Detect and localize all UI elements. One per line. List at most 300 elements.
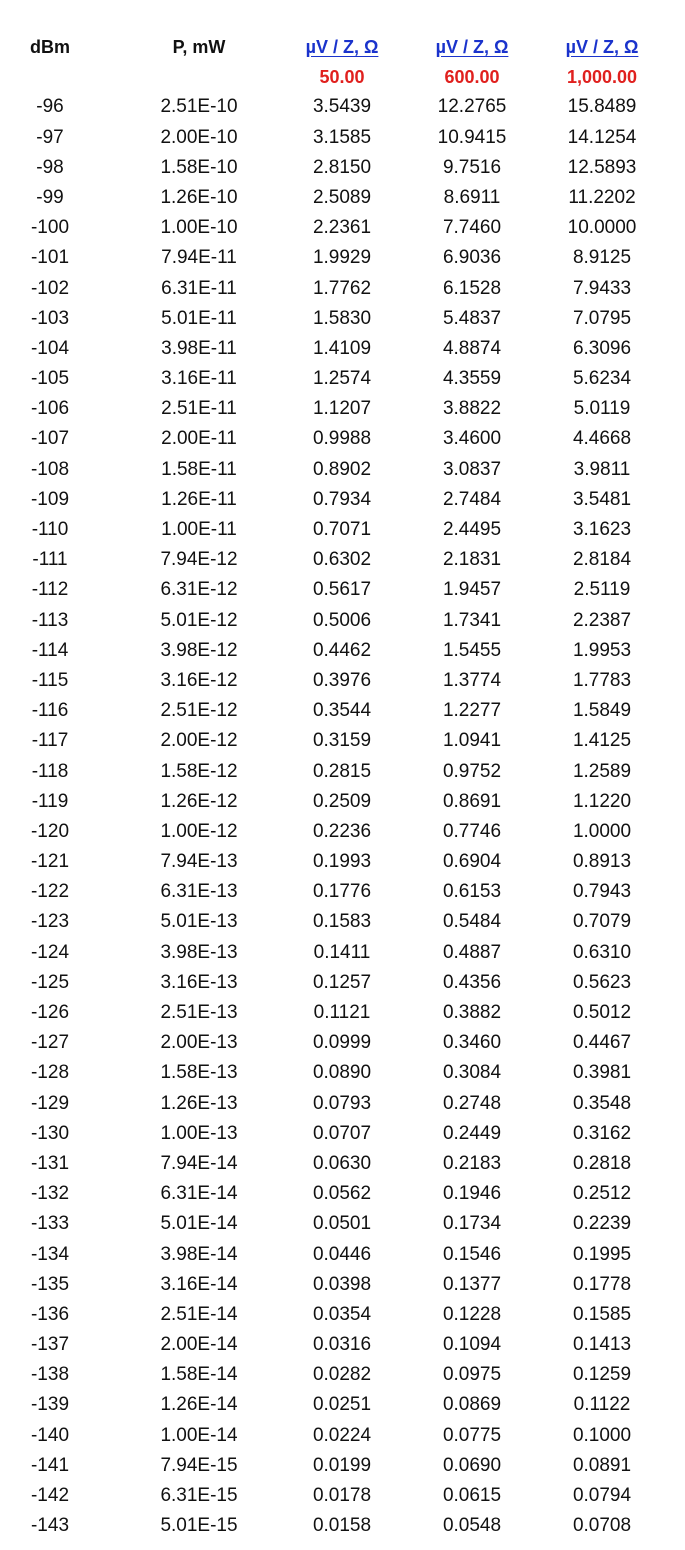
uv-1000-cell: 2.8184 [572,549,632,571]
dbm-cell: -132 [30,1183,70,1205]
uv-600-cell: 0.4356 [442,971,502,993]
power-mw-cell: 6.31E-11 [161,277,237,299]
uv-1000-cell: 7.0795 [572,307,632,329]
dbm-cell: -128 [30,1062,70,1084]
uv-50-cell: 0.0354 [312,1303,372,1325]
power-mw-cell: 2.51E-11 [161,398,237,420]
uv-50-cell: 0.7071 [312,519,372,540]
table-row [0,455,685,485]
uv-50-cell: 0.0890 [312,1062,372,1084]
uv-1000-cell: 3.1623 [572,519,632,540]
power-mw-cell: 7.94E-12 [160,549,238,571]
dbm-cell: -110 [31,519,69,540]
uv-600-cell: 6.9036 [442,247,502,269]
table-row [0,92,685,122]
uv-50-cell: 0.0251 [312,1394,372,1416]
uv-600-cell: 0.0690 [442,1454,502,1476]
impedance-1000: 1,000.00 [566,67,638,88]
power-mw-cell: 7.94E-11 [161,247,237,269]
uv-600-cell: 0.4887 [442,941,502,963]
uv-600-cell: 0.1734 [442,1213,502,1235]
impedance-50: 50.00 [319,67,365,88]
uv-50-cell: 0.5006 [312,609,372,631]
uv-1000-cell: 1.2589 [572,760,632,782]
uv-600-cell: 0.0775 [442,1424,502,1446]
uv-50-cell: 1.9929 [312,247,372,269]
table-row [0,968,685,998]
table-row [0,847,685,877]
power-mw-cell: 1.58E-12 [160,760,238,782]
uv-50-cell: 2.5089 [312,186,372,208]
uv-600-cell: 2.7484 [442,488,502,510]
uv-50-cell: 0.2236 [312,820,372,842]
uv-600-cell: 6.1528 [442,277,502,299]
uv-600-cell: 4.3559 [442,368,502,390]
uv-50-cell: 0.0446 [312,1243,372,1265]
power-mw-cell: 7.94E-15 [160,1454,238,1476]
table-row [0,666,685,696]
uv-1000-cell: 0.2818 [572,1152,632,1174]
power-mw-cell: 1.58E-14 [160,1364,238,1386]
dbm-cell: -140 [30,1424,70,1446]
dbm-cell: -120 [30,820,70,842]
power-mw-cell: 3.98E-11 [161,337,237,359]
dbm-cell: -117 [31,730,69,752]
table-row [0,606,685,636]
table-row [0,274,685,304]
uv-600-cell: 3.4600 [442,428,502,450]
uv-1000-cell: 0.1995 [572,1243,632,1265]
uv-1000-cell: 0.0794 [572,1485,632,1506]
uv-600-cell: 0.1377 [442,1273,502,1295]
uv-600-cell: 0.7746 [442,820,502,842]
power-mw-cell: 6.31E-12 [160,579,238,601]
uv-600-cell: 7.7460 [442,217,502,239]
uv-50-cell: 0.0158 [312,1515,372,1537]
table-row [0,787,685,817]
uv-50-cell: 0.2815 [312,760,372,782]
dbm-cell: -126 [30,1002,70,1023]
uv-1000-cell: 5.6234 [572,368,632,390]
power-mw-cell: 1.26E-14 [160,1394,238,1416]
uv-1000-cell: 2.2387 [572,609,632,631]
uv-600-cell: 1.7341 [442,609,502,631]
uv-50-cell: 0.9988 [312,428,372,450]
uv-1000-cell: 1.9953 [572,639,632,661]
dbm-cell: -113 [31,609,69,631]
dbm-cell: -105 [30,368,70,390]
uv-1000-cell: 7.9433 [572,277,632,299]
dbm-cell: -104 [30,337,70,359]
dbm-cell: -122 [30,881,70,903]
uv-600-cell: 1.5455 [442,639,502,661]
dbm-cell: -143 [30,1515,70,1537]
table-row [0,1360,685,1390]
uv-600-cell: 0.9752 [442,760,502,782]
uv-1000-cell: 0.3162 [572,1122,632,1144]
dbm-cell: -116 [31,700,69,722]
uv-600-cell: 12.2765 [437,96,507,118]
dbm-cell: -123 [30,911,70,933]
power-mw-cell: 1.58E-13 [160,1062,238,1084]
uv-600-cell: 0.5484 [442,911,502,933]
table-row [0,938,685,968]
power-mw-cell: 5.01E-13 [160,911,238,933]
uv-600-cell: 1.2277 [442,700,502,722]
uv-1000-cell: 4.4668 [572,428,632,450]
uv-600-cell: 0.1946 [442,1183,502,1205]
table-row [0,153,685,183]
uv-1000-cell: 0.3548 [572,1092,632,1114]
power-mw-cell: 2.51E-12 [160,700,238,722]
power-mw-cell: 3.98E-12 [160,639,238,661]
uv-50-cell: 0.6302 [312,549,372,571]
uv-1000-cell: 0.3981 [572,1062,632,1084]
dbm-cell: -121 [30,851,70,873]
header-power-mw: P, mW [172,37,226,57]
power-mw-cell: 1.58E-11 [161,458,237,480]
uv-50-cell: 0.1121 [313,1002,371,1023]
uv-50-cell: 0.1776 [312,881,372,903]
table-row [0,1421,685,1451]
table-row [0,1300,685,1330]
uv-50-cell: 3.1585 [312,126,372,148]
uv-1000-cell: 0.2512 [572,1183,632,1205]
uv-600-cell: 10.9415 [437,126,507,148]
uv-50-cell: 2.8150 [312,156,372,178]
power-mw-cell: 2.51E-10 [160,96,238,118]
uv-600-cell: 0.3882 [442,1002,502,1023]
power-mw-cell: 2.00E-14 [160,1334,238,1356]
uv-600-cell: 9.7516 [442,156,502,178]
dbm-cell: -133 [30,1213,70,1235]
uv-1000-cell: 0.1000 [572,1424,632,1446]
uv-50-cell: 0.7934 [312,488,372,510]
uv-1000-cell: 10.0000 [567,217,637,239]
dbm-cell: -138 [30,1364,70,1386]
uv-50-cell: 1.1207 [312,398,372,420]
uv-600-cell: 0.1094 [442,1334,502,1356]
uv-1000-cell: 1.1220 [572,790,632,812]
uv-600-cell: 0.1546 [442,1243,502,1265]
uv-600-cell: 0.3460 [442,1032,502,1054]
uv-50-cell: 0.0630 [312,1152,372,1174]
table-row [0,424,685,454]
power-mw-cell: 6.31E-15 [160,1485,238,1506]
uv-50-cell: 0.0199 [312,1454,372,1476]
uv-600-cell: 0.1228 [442,1303,502,1325]
uv-1000-cell: 0.7943 [572,881,632,903]
uv-600-cell: 8.6911 [443,186,501,208]
power-mw-cell: 5.01E-11 [161,307,237,329]
uv-1000-cell: 0.8913 [572,851,632,873]
uv-1000-cell: 6.3096 [572,337,632,359]
uv-1000-cell: 12.5893 [567,156,637,178]
uv-50-cell: 1.5830 [312,307,372,329]
power-mw-cell: 2.00E-11 [161,428,237,450]
power-mw-cell: 1.26E-11 [161,488,237,510]
uv-1000-cell: 0.1413 [572,1334,632,1356]
uv-50-cell: 0.0316 [312,1334,372,1356]
power-mw-cell: 1.00E-12 [160,820,238,842]
power-mw-cell: 1.00E-10 [160,217,238,239]
dbm-cell: -107 [30,428,70,450]
dbm-cell: -129 [30,1092,70,1114]
dbm-cell: -97 [36,126,64,148]
table-row [0,1511,685,1541]
power-mw-cell: 2.00E-13 [160,1032,238,1054]
dbm-cell: -141 [30,1454,70,1476]
uv-50-cell: 0.0178 [312,1485,372,1506]
dbm-conversion-table [0,32,685,1541]
table-row [0,998,685,1028]
table-row [0,1028,685,1058]
power-mw-cell: 1.00E-11 [161,519,237,540]
uv-50-cell: 3.5439 [312,96,372,118]
uv-50-cell: 1.7762 [312,277,372,299]
uv-50-cell: 1.2574 [312,368,372,390]
table-row [0,183,685,213]
dbm-cell: -96 [36,96,64,118]
dbm-cell: -119 [31,790,69,812]
uv-1000-cell: 0.7079 [572,911,632,933]
uv-1000-cell: 15.8489 [567,96,637,118]
dbm-cell: -134 [30,1243,70,1265]
uv-50-cell: 0.0562 [312,1183,372,1205]
dbm-cell: -100 [30,217,70,239]
uv-1000-cell: 0.0708 [572,1515,632,1537]
table-row [0,213,685,243]
table-row [0,364,685,394]
dbm-cell: -109 [30,488,70,510]
power-mw-cell: 3.16E-14 [160,1273,238,1295]
power-mw-cell: 1.26E-13 [160,1092,238,1114]
uv-50-cell: 0.2509 [312,790,372,812]
table-row [0,1089,685,1119]
dbm-cell: -124 [30,941,70,963]
uv-1000-cell: 0.6310 [572,941,632,963]
uv-1000-cell: 2.5119 [573,579,631,601]
uv-1000-cell: 1.5849 [572,700,632,722]
table-row [0,877,685,907]
uv-600-cell: 0.8691 [442,790,502,812]
dbm-cell: -118 [31,760,69,782]
dbm-cell: -142 [30,1485,70,1506]
uv-1000-cell: 0.5012 [572,1002,632,1023]
uv-50-cell: 0.0707 [312,1122,372,1144]
uv-50-cell: 1.4109 [312,337,372,359]
table-row [0,1209,685,1239]
dbm-cell: -136 [30,1303,70,1325]
uv-50-cell: 2.2361 [312,217,372,239]
table-row [0,636,685,666]
table-row [0,485,685,515]
uv-1000-cell: 0.1778 [572,1273,632,1295]
dbm-cell: -111 [32,549,68,571]
uv-1000-cell: 0.2239 [572,1213,632,1235]
uv-600-cell: 0.2183 [442,1152,502,1174]
header-uv-link-50[interactable]: µV / Z, Ω [305,37,379,57]
table-row [0,243,685,273]
dbm-cell: -108 [30,458,70,480]
power-mw-cell: 3.98E-13 [160,941,238,963]
uv-600-cell: 2.1831 [442,549,502,571]
uv-600-cell: 1.0941 [442,730,502,752]
table-row [0,757,685,787]
power-mw-cell: 2.00E-12 [160,730,238,752]
uv-600-cell: 0.2748 [442,1092,502,1114]
table-row [0,907,685,937]
dbm-cell: -102 [30,277,70,299]
table-row [0,545,685,575]
power-mw-cell: 3.16E-11 [161,368,237,390]
uv-600-cell: 0.2449 [442,1122,502,1144]
uv-600-cell: 3.8822 [442,398,502,420]
uv-600-cell: 3.0837 [442,458,502,480]
header-row [0,32,685,62]
dbm-cell: -139 [30,1394,70,1416]
uv-50-cell: 0.0793 [312,1092,372,1114]
uv-50-cell: 0.0398 [312,1273,372,1295]
dbm-cell: -98 [36,156,64,178]
uv-600-cell: 0.0975 [442,1364,502,1386]
uv-600-cell: 2.4495 [442,519,502,540]
uv-1000-cell: 11.2202 [568,186,636,208]
uv-600-cell: 0.6153 [442,881,502,903]
table-row [0,1240,685,1270]
table-row [0,1481,685,1511]
uv-50-cell: 0.1257 [312,971,372,993]
uv-50-cell: 0.1411 [313,941,371,963]
header-uv-link-1000[interactable]: µV / Z, Ω [565,37,639,57]
uv-600-cell: 0.6904 [442,851,502,873]
table-row [0,1149,685,1179]
dbm-cell: -103 [30,307,70,329]
table-row [0,123,685,153]
table-row [0,334,685,364]
uv-600-cell: 0.0869 [442,1394,502,1416]
uv-600-cell: 0.0548 [442,1515,502,1537]
dbm-cell: -112 [31,579,69,601]
table-row [0,1270,685,1300]
uv-600-cell: 0.0615 [442,1485,502,1506]
power-mw-cell: 2.51E-14 [160,1303,238,1325]
uv-50-cell: 0.0999 [312,1032,372,1054]
uv-1000-cell: 1.7783 [572,669,632,691]
dbm-cell: -131 [30,1152,70,1174]
table-row [0,1058,685,1088]
uv-50-cell: 0.1993 [312,851,372,873]
power-mw-cell: 5.01E-14 [160,1213,238,1235]
power-mw-cell: 5.01E-15 [160,1515,238,1537]
uv-50-cell: 0.5617 [312,579,372,601]
uv-1000-cell: 0.5623 [572,971,632,993]
power-mw-cell: 1.00E-13 [160,1122,238,1144]
dbm-cell: -99 [36,186,64,208]
dbm-cell: -101 [30,247,70,269]
power-mw-cell: 2.51E-13 [160,1002,238,1023]
power-mw-cell: 1.26E-10 [160,186,238,208]
power-mw-cell: 5.01E-12 [160,609,238,631]
header-uv-link-600[interactable]: µV / Z, Ω [435,37,509,57]
power-mw-cell: 7.94E-14 [160,1152,238,1174]
uv-1000-cell: 3.9811 [573,458,631,480]
power-mw-cell: 3.16E-13 [160,971,238,993]
header-dbm: dBm [30,37,70,57]
uv-600-cell: 1.9457 [442,579,502,601]
uv-50-cell: 0.0282 [312,1364,372,1386]
table-row [0,1330,685,1360]
power-mw-cell: 3.98E-14 [160,1243,238,1265]
power-mw-cell: 1.26E-12 [160,790,238,812]
table-row [0,1119,685,1149]
uv-600-cell: 5.4837 [442,307,502,329]
dbm-cell: -106 [30,398,70,420]
uv-50-cell: 0.0224 [312,1424,372,1446]
uv-50-cell: 0.3544 [312,700,372,722]
uv-50-cell: 0.4462 [312,639,372,661]
power-mw-cell: 7.94E-13 [160,851,238,873]
data-rows [0,92,685,1541]
dbm-cell: -115 [31,669,69,691]
power-mw-cell: 2.00E-10 [160,126,238,148]
impedance-600: 600.00 [444,67,500,88]
uv-1000-cell: 5.0119 [573,398,631,420]
uv-50-cell: 0.0501 [312,1213,372,1235]
dbm-cell: -114 [31,639,69,661]
table-row [0,304,685,334]
uv-1000-cell: 1.0000 [572,820,632,842]
uv-600-cell: 4.8874 [442,337,502,359]
power-mw-cell: 3.16E-12 [160,669,238,691]
power-mw-cell: 1.58E-10 [160,156,238,178]
table-row [0,1451,685,1481]
table-row [0,1179,685,1209]
dbm-cell: -137 [30,1334,70,1356]
power-mw-cell: 6.31E-13 [160,881,238,903]
uv-1000-cell: 1.4125 [572,730,632,752]
dbm-cell: -135 [30,1273,70,1295]
uv-1000-cell: 14.1254 [567,126,637,148]
dbm-cell: -130 [30,1122,70,1144]
uv-50-cell: 0.8902 [312,458,372,480]
table-row [0,394,685,424]
uv-50-cell: 0.3976 [312,669,372,691]
uv-1000-cell: 8.9125 [572,247,632,269]
dbm-cell: -127 [30,1032,70,1054]
uv-1000-cell: 0.1585 [572,1303,632,1325]
dbm-cell: -125 [30,971,70,993]
uv-1000-cell: 0.4467 [572,1032,632,1054]
uv-600-cell: 0.3084 [442,1062,502,1084]
uv-1000-cell: 0.1259 [572,1364,632,1386]
uv-1000-cell: 3.5481 [572,488,632,510]
table-row [0,575,685,605]
table-row [0,817,685,847]
power-mw-cell: 6.31E-14 [160,1183,238,1205]
power-mw-cell: 1.00E-14 [160,1424,238,1446]
uv-600-cell: 1.3774 [442,669,502,691]
table-row [0,726,685,756]
impedance-row [0,62,685,92]
uv-1000-cell: 0.0891 [572,1454,632,1476]
uv-50-cell: 0.1583 [312,911,372,933]
uv-1000-cell: 0.1122 [573,1394,631,1416]
uv-50-cell: 0.3159 [312,730,372,752]
table-row [0,515,685,545]
table-row [0,1390,685,1420]
table-row [0,696,685,726]
